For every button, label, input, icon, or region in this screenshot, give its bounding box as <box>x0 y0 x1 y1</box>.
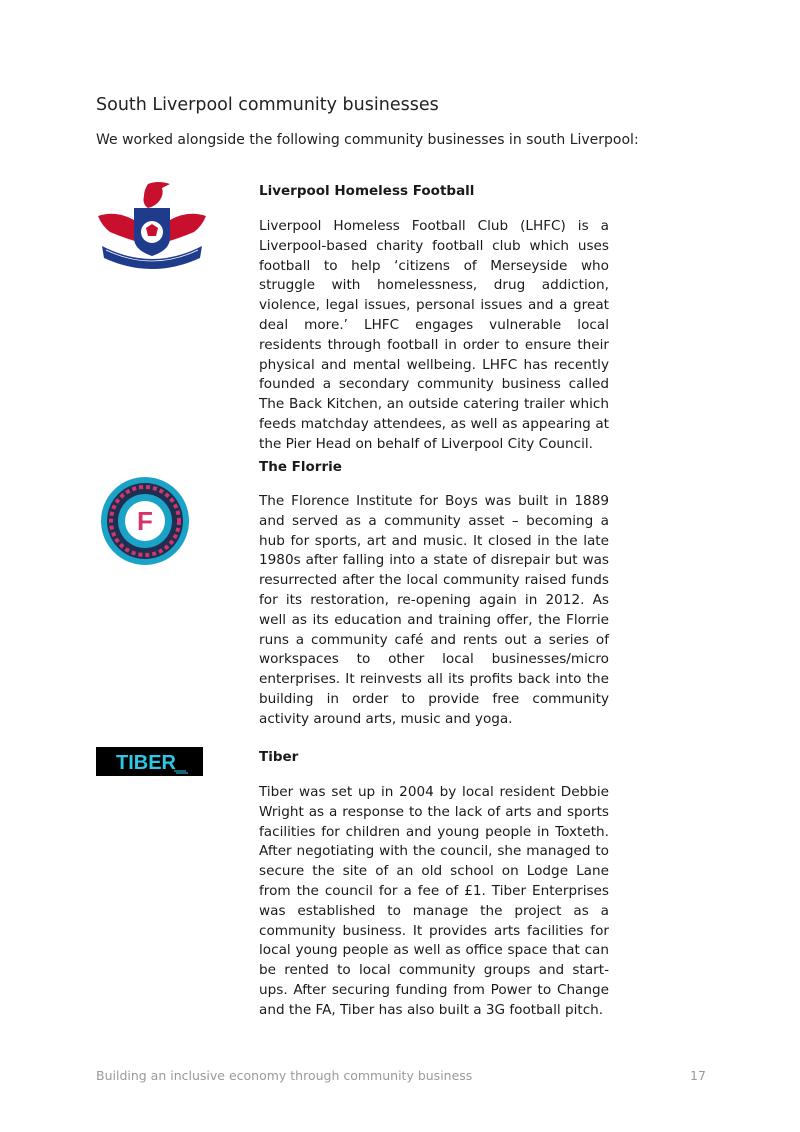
entry-body-florrie: The Florence Institute for Boys was built in 1889 and served as a community asset – becoming a hub for sports, art and music. It closed in the late 1980s after falling into a state of disrepair but was resurrected after the local community raised funds for its restoration, re-opening again in 2012. As well as its education and training offer, the Florrie runs a community café and rents out a series of workspaces to other local businesses/micro enterprises. It reinvests all its profits back into the building in order to provide free community activity around arts, music and yoga. <box>259 493 609 727</box>
lhfc-logo <box>96 180 208 272</box>
intro-text: We worked alongside the following community businesses in south Liverpool: <box>96 132 639 148</box>
florrie-logo <box>100 476 190 566</box>
svg-text:F: F <box>137 506 153 536</box>
entry-title-lhfc: Liverpool Homeless Football <box>259 183 475 199</box>
page-number: 17 <box>690 1068 706 1083</box>
tiber-logo <box>96 747 203 776</box>
liverbird-crest-icon <box>96 180 208 272</box>
entry-title-florrie: The Florrie <box>259 459 342 475</box>
footer-text: Building an inclusive economy through community business <box>96 1068 473 1083</box>
tiber-wordmark-icon <box>96 747 203 776</box>
svg-text:TIBER: TIBER <box>116 752 176 774</box>
page-title: South Liverpool community businesses <box>96 95 439 115</box>
entry-title-tiber: Tiber <box>259 749 299 765</box>
florrie-f-roundel-icon <box>100 476 190 566</box>
entry-body-lhfc: Liverpool Homeless Football Club (LHFC) is a Liverpool-based charity football club which uses football to help ‘citizens of Merseyside who struggle with homelessness, drug addiction, violence, legal issues, personal issues and a great deal more.’ LHFC engages vulnerable local residents through football in order to ensure their physical and mental wellbeing. LHFC has recently founded a secondary community business called The Back Kitchen, an outside catering trailer which feeds matchday attendees, as well as appearing at the Pier Head on behalf of Liverpool City Council. <box>259 218 609 452</box>
entry-body-tiber: Tiber was set up in 2004 by local resident Debbie Wright as a response to the lack of arts and sports facilities for children and young people in Toxteth. After negotiating with the council, she managed to secure the site of an old school on Lodge Lane from the council for a fee of £1. Tiber Enterprises was established to manage the project as a community business. It provides arts facilities for local young people as well as office space that can be rented to local community groups and start-ups. After securing funding from Power to Change and the FA, Tiber has also built a 3G football pitch. <box>259 784 609 1018</box>
